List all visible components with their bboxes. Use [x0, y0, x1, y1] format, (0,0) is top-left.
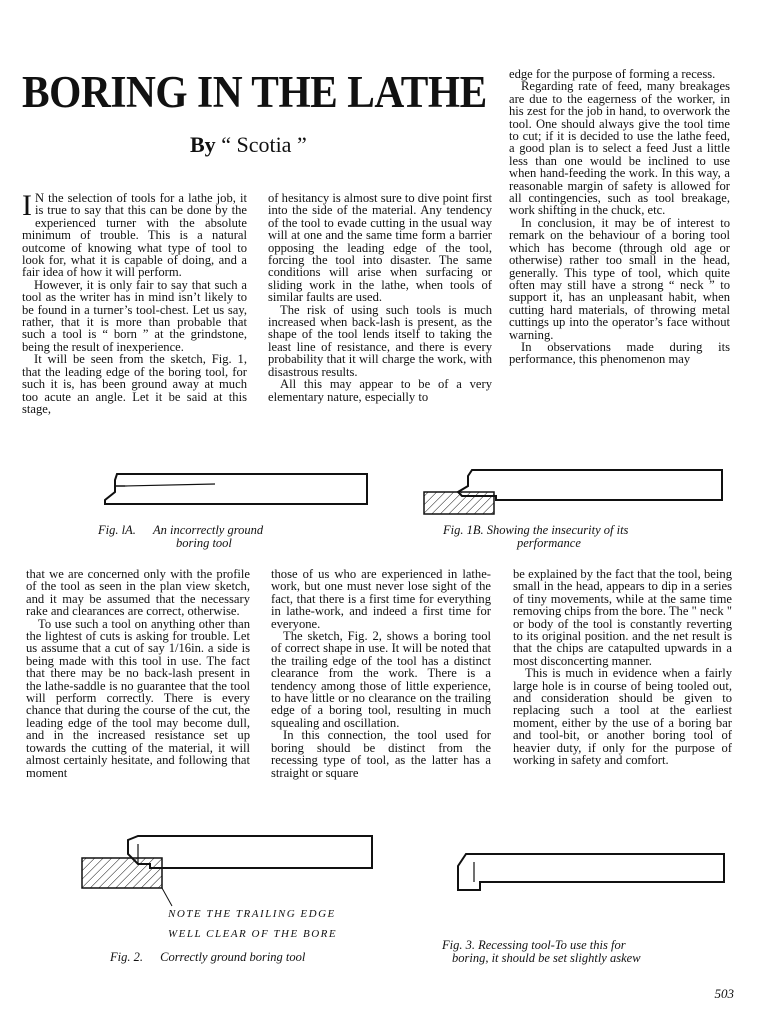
- fig-1b-caption-line1: Fig. 1B. Showing the insecurity of its: [443, 523, 629, 537]
- fig-3-caption-line1: Fig. 3. Recessing tool-To use this for: [442, 938, 626, 952]
- column-4: [26, 568, 250, 779]
- paragraph: The sketch, Fig. 2, shows a boring tool of correct shape in use. It will be noted that the trailing edge of the tool has a distinct clearance from the work. There is a tendency among those of little experience, to have little or no clearance on the trailing edge of a boring tool, resulting in much squealing and oscillation.: [271, 629, 491, 730]
- fig-2-note-line1: NOTE THE TRAILING EDGE: [168, 908, 336, 920]
- fig-2-note-line2: WELL CLEAR OF THE BORE: [168, 928, 338, 940]
- fig-1a-caption-line2: boring tool: [176, 536, 232, 550]
- byline: [190, 132, 307, 158]
- paragraph: However, it is only fair to say that such a tool as the writer has in mind isn’t likely to be found in a turner’s tool-chest. Let us say, rather, that it is more than probable that such a tool is “ born ” at the grindstone, being the result of inexperience.: [22, 277, 247, 354]
- drop-cap: I: [22, 189, 32, 222]
- page-number: 503: [714, 986, 734, 1001]
- byline-author: “ Scotia ”: [221, 132, 307, 157]
- fig-3-caption: [442, 939, 712, 965]
- paragraph: of hesitancy is almost sure to dive point first into the side of the material. Any tendency of the tool to evade cutting in the usual way will at one and the same time form a barrier opposing the leading edge of the tool, forcing the tool into disaster. The same conditions will arise when surfacing or sliding work in the lathe, when tools of similar faults are used.: [268, 191, 492, 305]
- fig-1b-caption-line2: performance: [517, 536, 581, 550]
- fig-1a-drawing: [95, 470, 375, 510]
- paragraph: N the selection of tools for a lathe job, it is true to say that this can be done by the experienced turner with the absolute minimum of trouble. This is a natural outcome of knowing what type of tool to look for, what it is capable of doing, and a fair idea of how it will perform.: [22, 191, 247, 280]
- paragraph: those of us who are experienced in lathe-work, but one must never lose sight of the fact, that there is a first time for everything in lathe-work, and indeed a first time for everyone.: [271, 567, 491, 631]
- byline-by: By: [190, 132, 216, 157]
- paragraph: To use such a tool on anything other than the lightest of cuts is asking for trouble. Let us assume that a cut of say 1/16in. a side is being made with this tool in use. The fact that there may be no back-lash present in the lathe-saddle is no guarantee that the tool will perform correctly. There is every chance that during the course of the cut, the leading edge of the tool may become dull, and in the increased resistance set up towards the cutting of the material, it will almost certainly hesitate, and following that moment: [26, 616, 250, 780]
- fig-2-caption-text: Correctly ground boring tool: [160, 950, 306, 964]
- fig-1b-drawing: [422, 464, 732, 516]
- column-6: [513, 568, 732, 767]
- column-5: [271, 568, 491, 779]
- fig-2-drawing: [80, 830, 380, 906]
- paragraph: In conclusion, it may be of interest to remark on the behaviour of a boring tool which has become (through old age or otherwise) rather too small in the head, generally. This type of tool, which quite often may still have a strong “ neck ” to support it, has an unpleasant habit, when cutting hard materials, of throwing metal cuttings up into the operator’s face without warning.: [509, 215, 730, 342]
- paragraph: Regarding rate of feed, many breakages are due to the eagerness of the worker, in his zest for the job in hand, to overwork the tool. One should always give the tool time to cut; if it is decided to use the lathe feed, a good plan is to select a feed Just a little less than one would be inclined to use when hand-feeding the work. In this way, a reasonable margin of safety is allowed for all contingencies, such as tool breakage, work shifting in the chuck, etc.: [509, 79, 730, 218]
- fig-2-number: Fig. 2.: [110, 950, 143, 964]
- fig-1a-caption: [98, 524, 338, 550]
- fig-1a-number: Fig. lA.: [98, 523, 136, 537]
- paragraph: In observations made during its performance, this phenomenon may: [509, 339, 730, 367]
- fig-2-note: [168, 904, 368, 944]
- fig-2-caption: [110, 951, 370, 964]
- fig-1a-caption-line1: An incorrectly ground: [152, 523, 264, 537]
- paragraph: In this connection, the tool used for boring should be distinct from the recessing type of tool, as the latter has a straight or square: [271, 728, 491, 780]
- paragraph: It will be seen from the sketch, Fig. 1, that the leading edge of the boring tool, for such it is, has been ground away at much too acute an angle. Let it be said at this stage,: [22, 352, 247, 416]
- paragraph: that we are concerned only with the profile of the tool as seen in the plan view sketch, and it may be assumed that the necessary rake and clearances are correct, otherwise.: [26, 567, 250, 619]
- paragraph: The risk of using such tools is much increased when back-lash is present, as the shape of the tool lends itself to taking the least line of resistance, and there is every probability that it will charge the work, with disastrous results.: [268, 302, 492, 379]
- paragraph: edge for the purpose of forming a recess.: [509, 67, 716, 81]
- fig-3-caption-line2: boring, it should be set slightly askew: [452, 951, 641, 965]
- fig-1b-caption: [443, 524, 723, 550]
- fig-3-drawing: [452, 852, 732, 896]
- column-2: [268, 192, 492, 403]
- column-3: [509, 68, 730, 366]
- column-1: [22, 189, 247, 416]
- paragraph: This is much in evidence when a fairly large hole is in course of being tooled out, and consideration should be given to replacing such a tool at the earliest moment, either by the use of a boring bar and tool-bit, or another boring tool of heavier duty, if only for the purpose of working in safety and comfort.: [513, 666, 732, 768]
- article-title: BORING IN THE LATHE: [22, 67, 487, 117]
- paragraph: be explained by the fact that the tool, being small in the head, appears to dip in a series of tiny movements, while at the same time removing chips from the bore. The " neck " or body of the tool is constantly reverting to its original position. and the net result is that the chips are catapulted upwards in a most disconcerting manner.: [513, 567, 732, 668]
- paragraph: All this may appear to be of a very elementary nature, especially to: [268, 377, 492, 404]
